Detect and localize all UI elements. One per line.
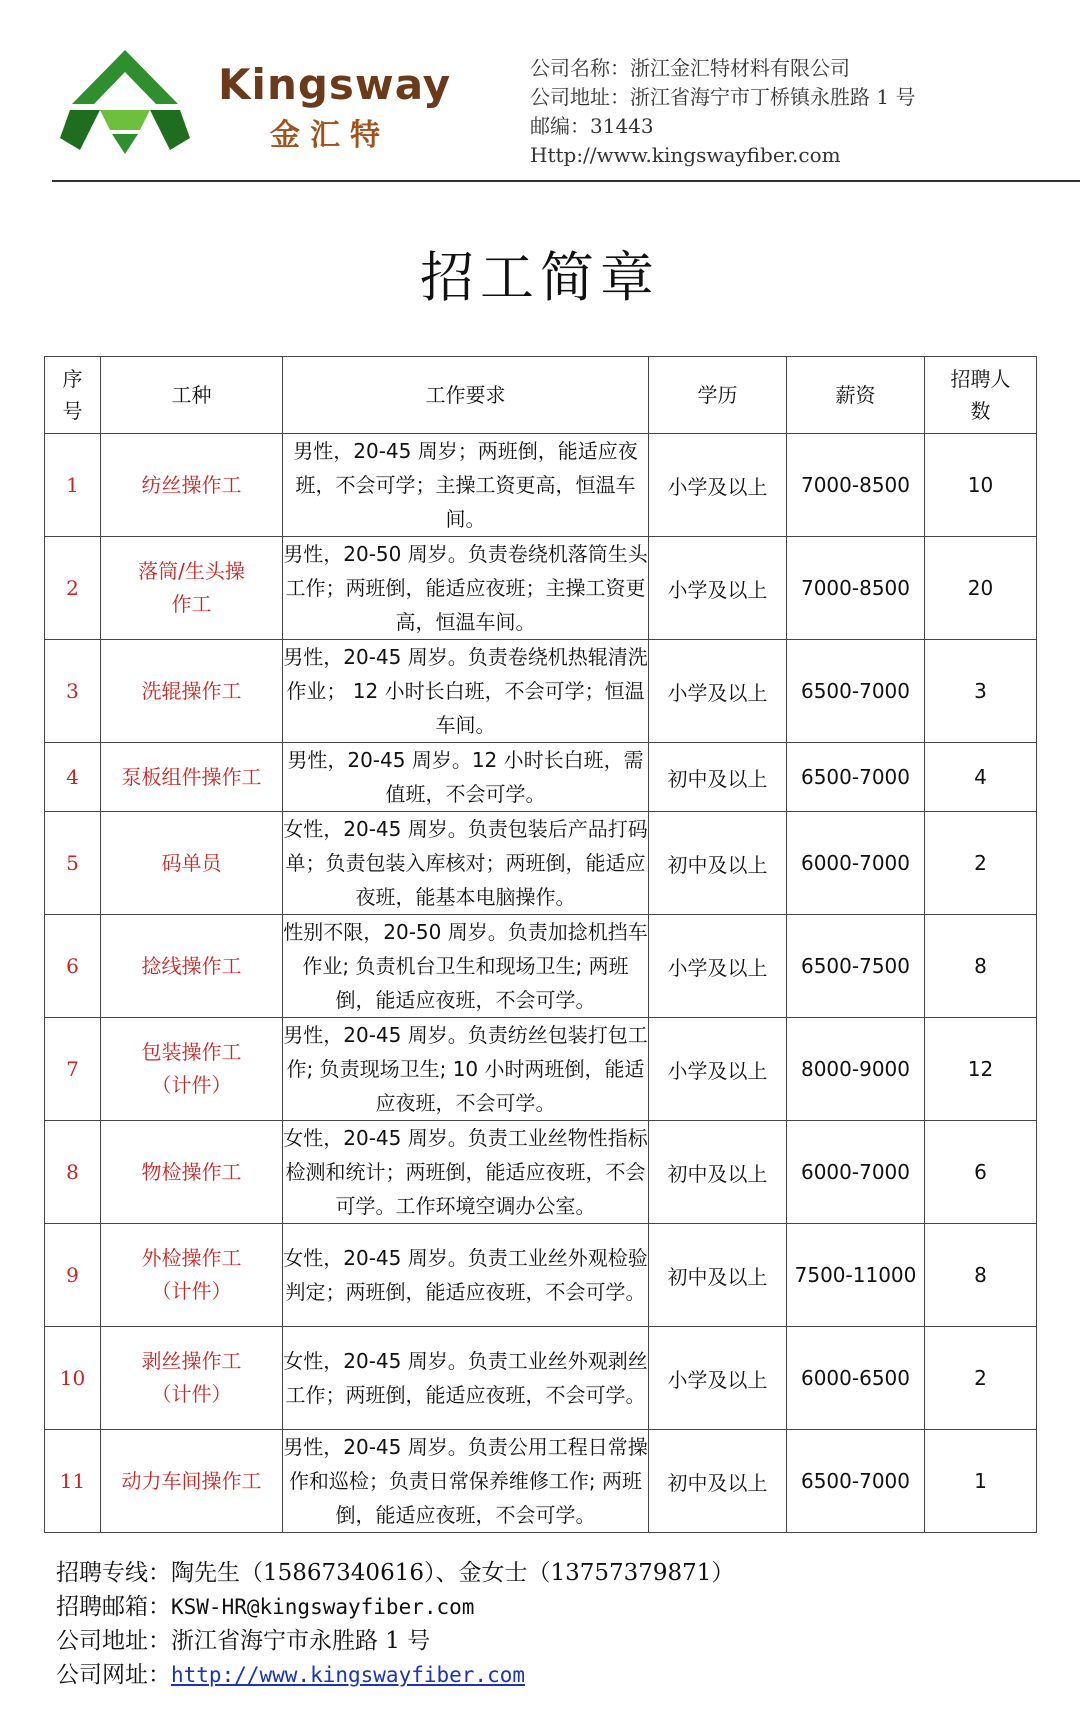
hotline-label: 招聘专线： xyxy=(56,1560,171,1586)
row-job-type: 码单员 xyxy=(101,812,283,915)
email-label: 招聘邮箱： xyxy=(56,1594,171,1620)
company-name: 公司名称：浙江金汇特材料有限公司 xyxy=(530,56,850,80)
row-no: 10 xyxy=(45,1327,101,1430)
row-requirements: 女性，20-45 周岁。负责包装后产品打码单；负责包装入库核对；两班倒，能适应夜班，能基本电脑操作。 xyxy=(283,812,649,915)
table-row xyxy=(45,1224,1037,1327)
header-count: 招聘人数 xyxy=(925,357,1037,434)
row-education: 初中及以上 xyxy=(649,1224,787,1327)
row-requirements: 男性，20-45 周岁；两班倒，能适应夜班，不会可学；主操工资更高，恒温车间。 xyxy=(283,434,649,537)
address-line xyxy=(56,1624,734,1658)
row-education: 小学及以上 xyxy=(649,1018,787,1121)
row-salary: 7500-11000 xyxy=(787,1224,925,1327)
address-label: 公司地址： xyxy=(56,1628,171,1654)
header-education: 学历 xyxy=(649,357,787,434)
table-row xyxy=(45,915,1037,1018)
row-no: 11 xyxy=(45,1430,101,1533)
email-line xyxy=(56,1590,734,1624)
letterhead xyxy=(0,0,1080,190)
header-requirements: 工作要求 xyxy=(283,357,649,434)
row-job-type: 物检操作工 xyxy=(101,1121,283,1224)
company-website: Http://www.kingswayfiber.com xyxy=(530,143,841,167)
row-no: 5 xyxy=(45,812,101,915)
row-salary: 6500-7000 xyxy=(787,1430,925,1533)
table-row xyxy=(45,812,1037,915)
table-row xyxy=(45,1018,1037,1121)
row-education: 初中及以上 xyxy=(649,1430,787,1533)
table-row xyxy=(45,640,1037,743)
row-no: 6 xyxy=(45,915,101,1018)
row-no: 4 xyxy=(45,743,101,812)
postcode: 邮编：31443 xyxy=(530,114,654,138)
row-salary: 7000-8500 xyxy=(787,434,925,537)
hotline-value: 陶先生（15867340616）、金女士（13757379871） xyxy=(171,1560,735,1586)
row-count: 2 xyxy=(925,1327,1037,1430)
row-job-type: 捻线操作工 xyxy=(101,915,283,1018)
table-row xyxy=(45,1430,1037,1533)
row-job-type: 外检操作工（计件） xyxy=(101,1224,283,1327)
row-job-type: 泵板组件操作工 xyxy=(101,743,283,812)
row-education: 初中及以上 xyxy=(649,1121,787,1224)
row-count: 8 xyxy=(925,915,1037,1018)
header-salary: 薪资 xyxy=(787,357,925,434)
row-job-type: 包装操作工（计件） xyxy=(101,1018,283,1121)
row-requirements: 男性，20-50 周岁。负责卷绕机落筒生头工作；两班倒，能适应夜班；主操工资更高，恒温车间。 xyxy=(283,537,649,640)
table-row xyxy=(45,537,1037,640)
row-salary: 6500-7000 xyxy=(787,640,925,743)
website-link[interactable]: http://www.kingswayfiber.com xyxy=(171,1663,526,1687)
row-requirements: 男性，20-45 周岁。负责纺丝包装打包工作; 负责现场卫生; 10 小时两班倒，能适应夜班，不会可学。 xyxy=(283,1018,649,1121)
row-count: 1 xyxy=(925,1430,1037,1533)
row-job-type: 落筒/生头操作工 xyxy=(101,537,283,640)
row-no: 8 xyxy=(45,1121,101,1224)
row-education: 小学及以上 xyxy=(649,640,787,743)
header-divider xyxy=(52,180,1080,182)
row-count: 12 xyxy=(925,1018,1037,1121)
row-education: 小学及以上 xyxy=(649,915,787,1018)
row-education: 初中及以上 xyxy=(649,743,787,812)
row-no: 1 xyxy=(45,434,101,537)
row-salary: 6000-7000 xyxy=(787,812,925,915)
row-count: 8 xyxy=(925,1224,1037,1327)
row-no: 3 xyxy=(45,640,101,743)
brand-name-cn: 金汇特 xyxy=(270,118,390,153)
header-no: 序号 xyxy=(45,357,101,434)
row-count: 4 xyxy=(925,743,1037,812)
row-salary: 7000-8500 xyxy=(787,537,925,640)
row-count: 20 xyxy=(925,537,1037,640)
row-no: 2 xyxy=(45,537,101,640)
kingsway-logo-icon xyxy=(60,46,190,156)
row-job-type: 动力车间操作工 xyxy=(101,1430,283,1533)
website-line xyxy=(56,1658,734,1692)
table-row xyxy=(45,434,1037,537)
row-education: 小学及以上 xyxy=(649,537,787,640)
row-education: 小学及以上 xyxy=(649,1327,787,1430)
row-requirements: 女性，20-45 周岁。负责工业丝外观检验判定；两班倒，能适应夜班，不会可学。 xyxy=(283,1224,649,1327)
brand-name-en: Kingsway xyxy=(218,60,452,109)
address-value: 浙江省海宁市永胜路 1 号 xyxy=(171,1628,431,1654)
row-count: 6 xyxy=(925,1121,1037,1224)
row-requirements: 男性，20-45 周岁。负责卷绕机热辊清洗作业； 12 小时长白班，不会可学；恒温车间。 xyxy=(283,640,649,743)
email-value: KSW-HR@kingswayfiber.com xyxy=(171,1595,475,1619)
table-header-row xyxy=(45,357,1037,434)
header-type: 工种 xyxy=(101,357,283,434)
row-salary: 6500-7500 xyxy=(787,915,925,1018)
row-requirements: 女性，20-45 周岁。负责工业丝物性指标检测和统计；两班倒，能适应夜班，不会可学。工作环境空调办公室。 xyxy=(283,1121,649,1224)
row-no: 9 xyxy=(45,1224,101,1327)
row-requirements: 男性，20-45 周岁。12 小时长白班，需值班，不会可学。 xyxy=(283,743,649,812)
row-requirements: 性别不限，20-50 周岁。负责加捻机挡车作业; 负责机台卫生和现场卫生; 两班倒，能适应夜班，不会可学。 xyxy=(283,915,649,1018)
row-job-type: 剥丝操作工（计件） xyxy=(101,1327,283,1430)
row-count: 3 xyxy=(925,640,1037,743)
row-education: 小学及以上 xyxy=(649,434,787,537)
company-info xyxy=(530,54,915,170)
website-label: 公司网址： xyxy=(56,1662,171,1688)
row-salary: 6500-7000 xyxy=(787,743,925,812)
table-row xyxy=(45,1327,1037,1430)
row-count: 10 xyxy=(925,434,1037,537)
row-requirements: 男性，20-45 周岁。负责公用工程日常操作和巡检；负责日常保养维修工作; 两班倒，能适应夜班，不会可学。 xyxy=(283,1430,649,1533)
row-job-type: 洗辊操作工 xyxy=(101,640,283,743)
row-education: 初中及以上 xyxy=(649,812,787,915)
row-job-type: 纺丝操作工 xyxy=(101,434,283,537)
row-salary: 8000-9000 xyxy=(787,1018,925,1121)
hotline-line xyxy=(56,1556,734,1590)
row-count: 2 xyxy=(925,812,1037,915)
row-requirements: 女性，20-45 周岁。负责工业丝外观剥丝工作；两班倒，能适应夜班，不会可学。 xyxy=(283,1327,649,1430)
row-salary: 6000-7000 xyxy=(787,1121,925,1224)
company-address: 公司地址：浙江省海宁市丁桥镇永胜路 1 号 xyxy=(530,85,916,109)
table-row xyxy=(45,743,1037,812)
row-salary: 6000-6500 xyxy=(787,1327,925,1430)
row-no: 7 xyxy=(45,1018,101,1121)
contact-footer xyxy=(56,1556,734,1692)
table-row xyxy=(45,1121,1037,1224)
recruitment-table xyxy=(44,356,1037,1533)
page-title: 招工简章 xyxy=(420,246,660,309)
